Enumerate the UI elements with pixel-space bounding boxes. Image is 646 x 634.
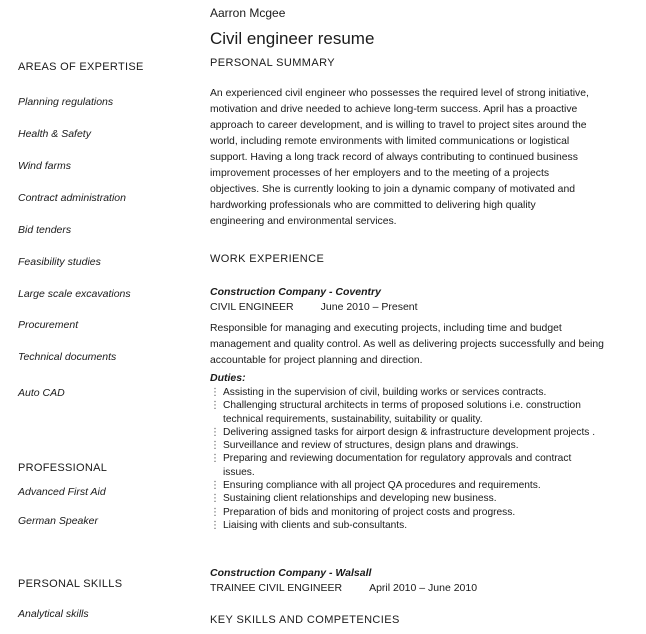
bullet-icon: ⋮ — [210, 480, 220, 492]
bullet-icon: ⋮ — [210, 400, 220, 412]
expertise-item: Health & Safety — [18, 128, 91, 140]
duty-text: Ensuring compliance with all project QA procedures and requirements. — [223, 480, 541, 492]
expertise-item: Technical documents — [18, 351, 117, 363]
job-title-line — [210, 301, 418, 313]
duty-item — [210, 426, 635, 439]
duty-item — [210, 519, 635, 532]
bullet-icon: ⋮ — [210, 506, 220, 518]
summary-line: support. Having a long track record of always contributing to continued business — [210, 152, 578, 163]
responsibility-line: Responsible for managing and executing projects, including time and budget — [210, 323, 562, 334]
summary-line: objectives. She is currently looking to join a dynamic company of motivated and — [210, 184, 576, 195]
duty-text: Challenging structural architects in terms of proposed solutions i.e. construction technical requirements, sustainability, suitability or quality. — [223, 400, 581, 425]
summary-line: An experienced civil engineer who possesses the required level of strong initiative, — [210, 88, 589, 99]
duty-item — [210, 492, 635, 505]
duties-list — [210, 386, 635, 532]
duty-item — [210, 452, 635, 479]
bullet-icon: ⋮ — [210, 387, 220, 398]
expertise-item: Auto CAD — [18, 387, 65, 399]
job-role: TRAINEE CIVIL ENGINEER — [210, 582, 343, 594]
summary-line: hardworking professionals who are committed to delivering high quality — [210, 200, 536, 211]
job-dates: June 2010 – Present — [320, 301, 418, 313]
expertise-item: Contract administration — [18, 192, 126, 204]
duty-text: Liaising with clients and sub-consultants. — [223, 519, 408, 531]
summary-heading: PERSONAL SUMMARY — [210, 57, 335, 69]
summary-line: world, including remote environments with limited communications or logistical — [210, 136, 570, 147]
expertise-item: Wind farms — [18, 160, 71, 172]
personal-skill-item: Analytical skills — [18, 608, 89, 620]
summary-line: motivation and drive needed to achieve long-term success. April has a proactive — [210, 104, 578, 115]
responsibility-line: management and quality control. As well as delivering projects successfully and being — [210, 339, 604, 350]
duty-text: Surveillance and review of structures, design plans and drawings. — [223, 440, 519, 452]
duty-item — [210, 439, 635, 452]
bullet-icon: ⋮ — [210, 493, 220, 505]
job-dates: April 2010 – June 2010 — [369, 582, 478, 594]
expertise-item: Procurement — [18, 319, 79, 331]
expertise-item: Large scale excavations — [18, 288, 131, 300]
bullet-icon: ⋮ — [210, 440, 220, 452]
summary-paragraph — [210, 86, 635, 230]
job-company: Construction Company - Coventry — [210, 286, 381, 298]
professional-item: German Speaker — [18, 515, 98, 527]
duty-item — [210, 399, 635, 426]
document-title: Civil engineer resume — [210, 29, 375, 48]
duty-text: Preparing and reviewing documentation for regulatory approvals and contract issues. — [223, 453, 572, 478]
professional-heading: PROFESSIONAL — [18, 462, 108, 474]
summary-line: approach to career development, and is willing to travel to project sites around the — [210, 120, 587, 131]
candidate-name: Aarron Mcgee — [210, 6, 286, 20]
expertise-item: Feasibility studies — [18, 256, 101, 268]
responsibility-line: accountable for project planning and direction. — [210, 355, 423, 366]
duty-text: Sustaining client relationships and developing new business. — [223, 493, 497, 505]
duty-text: Delivering assigned tasks for airport design & infrastructure development projects . — [223, 426, 596, 438]
duty-text: Preparation of bids and monitoring of project costs and progress. — [223, 506, 516, 518]
personal-skills-heading: PERSONAL SKILLS — [18, 578, 123, 590]
bullet-icon: ⋮ — [210, 453, 220, 465]
bullet-icon: ⋮ — [210, 426, 220, 438]
work-experience-heading: WORK EXPERIENCE — [210, 253, 325, 265]
job-responsibilities — [210, 321, 635, 369]
summary-line: improvement processes of her employers and to the meeting of a projects — [210, 168, 550, 179]
bullet-icon: ⋮ — [210, 519, 220, 531]
job-title-line — [210, 582, 477, 594]
duties-label: Duties: — [210, 372, 246, 384]
duty-item — [210, 386, 635, 399]
duty-text: Assisting in the supervision of civil, building works or services contracts. — [223, 387, 547, 398]
job-role: CIVIL ENGINEER — [210, 301, 294, 313]
job-company: Construction Company - Walsall — [210, 567, 372, 579]
expertise-item: Bid tenders — [18, 224, 72, 236]
key-skills-heading: KEY SKILLS AND COMPETENCIES — [210, 614, 400, 626]
summary-line: engineering and environmental services. — [210, 216, 397, 227]
duty-item — [210, 479, 635, 492]
expertise-item: Planning regulations — [18, 96, 114, 108]
duty-item — [210, 506, 635, 519]
expertise-heading: AREAS OF EXPERTISE — [18, 61, 144, 73]
professional-item: Advanced First Aid — [18, 486, 106, 498]
